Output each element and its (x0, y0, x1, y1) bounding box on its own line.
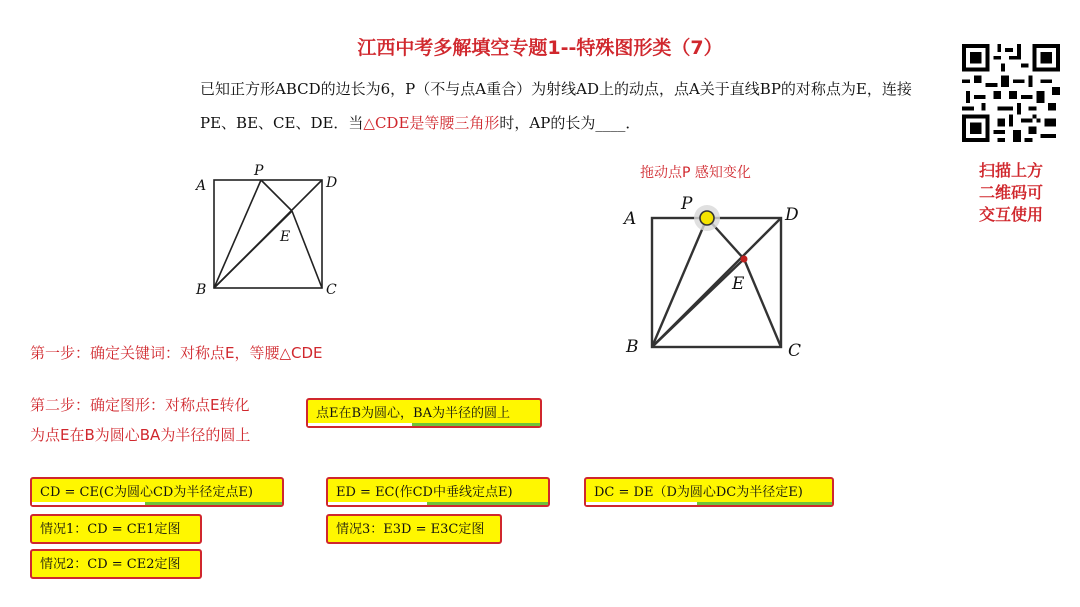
label-p-interactive: P (681, 194, 693, 214)
label-b-interactive: B (626, 337, 639, 357)
situation-2-button[interactable] (30, 549, 202, 579)
static-square-figure (190, 155, 360, 305)
qr-caption-line-1: 扫描上方 (978, 161, 1043, 180)
segment-ce (292, 211, 322, 288)
drag-hint: 拖动点P 感知变化 (640, 165, 751, 181)
interactive-square-figure[interactable] (618, 190, 818, 365)
situation-1-label: 情况1：CD = CE1定图 (40, 522, 181, 537)
problem-text-2: 时，AP的长为____． (499, 114, 641, 132)
qr-caption-line-2: 二维码可 (978, 183, 1043, 202)
case-ed-ec-button[interactable] (326, 477, 550, 507)
label-b: B (196, 282, 207, 298)
label-a-interactive: A (624, 209, 637, 229)
label-d: D (326, 175, 338, 191)
segment-bd-interactive (652, 218, 781, 347)
case-dc-de-label: DC = DE（D为圆心DC为半径定E) (594, 485, 803, 500)
segment-ce-interactive (744, 259, 781, 347)
point-e (741, 256, 748, 263)
segment-bp (214, 180, 261, 288)
situation-3-label: 情况3：E3D = E3C定图 (336, 522, 485, 537)
step-one: 第一步：确定关键词：对称点E，等腰△CDE (30, 344, 323, 362)
problem-highlight: △CDE是等腰三角形 (363, 114, 500, 132)
label-d-interactive: D (785, 205, 799, 225)
situation-2-label: 情况2：CD = CE2定图 (40, 557, 181, 572)
label-e-interactive: E (732, 274, 745, 294)
segment-pe (261, 180, 292, 211)
label-e: E (280, 229, 291, 245)
circle-locus-progress (308, 423, 540, 426)
case-dc-de-progress (586, 502, 832, 505)
situation-1-button[interactable] (30, 514, 202, 544)
step-two-line-1: 第二步：确定图形：对称点E转化 (30, 396, 250, 414)
case-ed-ec-progress (328, 502, 548, 505)
circle-locus-label: 点E在B为圆心，BA为半径的圆上 (316, 406, 510, 421)
situation-3-button[interactable] (326, 514, 502, 544)
label-c: C (326, 282, 337, 298)
case-dc-de-button[interactable] (584, 477, 834, 507)
case-cd-ce-button[interactable] (30, 477, 284, 507)
case-ed-ec-label: ED = EC(作CD中垂线定点E) (336, 485, 513, 500)
problem-text-1: 已知正方形ABCD的边长为6，P（不与点A重合）为射线AD上的动点，点A关于直线BP的对称点为E，连接PE、BE、CE、DE．当 (200, 80, 912, 132)
qr-caption (955, 160, 1067, 226)
case-cd-ce-progress (32, 502, 282, 505)
point-p-handle[interactable] (700, 211, 714, 225)
label-c-interactive: C (788, 341, 802, 361)
qr-caption-line-3: 交互使用 (978, 205, 1043, 224)
case-cd-ce-label: CD = CE(C为圆心CD为半径定点E) (40, 485, 253, 500)
label-a: A (196, 178, 207, 194)
page-title: 江西中考多解填空专题1--特殊图形类（7） (357, 37, 723, 59)
segment-bd (214, 180, 322, 288)
circle-locus-button[interactable] (306, 398, 542, 428)
segment-bp-interactive (652, 218, 707, 347)
step-two-line-2: 为点E在B为圆心BA为半径的圆上 (30, 426, 251, 444)
label-p: P (254, 163, 264, 179)
qr-code-image (962, 44, 1060, 142)
problem-statement (200, 72, 940, 140)
